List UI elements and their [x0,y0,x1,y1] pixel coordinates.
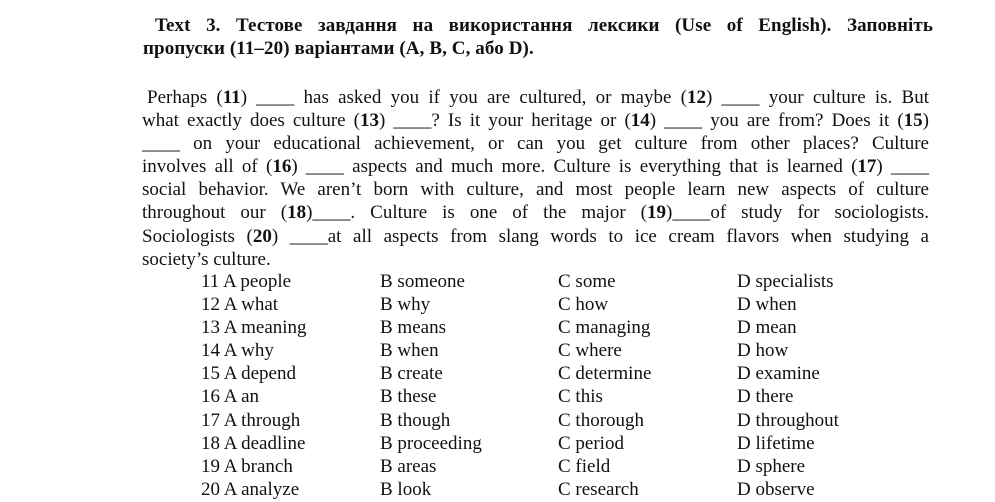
passage-text: what exactly does culture ( [142,110,361,132]
option-c: C managing [558,317,651,339]
option-b: B when [380,340,439,362]
option-b: B look [380,478,432,500]
option-a: 17 A through [201,409,301,431]
passage-text: )____. Culture is one of the major ( [306,202,647,224]
option-row [201,455,857,478]
passage-line [142,132,929,155]
option-c: C where [558,340,622,362]
option-row [201,293,857,316]
passage-line [142,248,929,271]
option-b: B someone [380,271,465,292]
passage-text: ____ on your educational achievement, or can you get culture from other places? Culture [142,133,929,155]
option-a: 14 A why [201,340,274,362]
option-row [201,362,857,385]
option-d: D when [737,294,797,316]
option-a: 13 A meaning [201,317,307,339]
gap-number: 12 [686,87,706,108]
gap-number: 16 [272,156,292,178]
passage-line [142,178,929,201]
gap-number: 20 [252,225,272,247]
option-c: C determine [558,363,652,385]
option-c: C some [558,271,616,292]
option-a: 16 A an [201,386,260,408]
option-b: B proceeding [380,432,482,454]
option-row [201,432,857,455]
task-heading-line-1: Text 3. Тестове завдання на використання лексики (Use of English). Заповніть [155,15,933,36]
passage-line [142,109,929,132]
passage-line [142,155,929,178]
gap-number: 18 [287,202,307,224]
option-row [201,409,857,432]
passage-line [142,201,929,224]
option-b: B though [380,409,451,431]
option-c: C period [558,432,624,454]
option-a: 15 A depend [201,363,296,385]
option-a: 18 A deadline [201,432,306,454]
gap-number: 13 [360,110,380,132]
option-c: C how [558,294,609,316]
option-c: C thorough [558,409,645,431]
passage-text: Perhaps ( [147,87,223,108]
gap-number: 11 [222,87,241,108]
option-c: C research [558,478,639,500]
option-a: 20 A analyze [201,478,300,500]
gap-number: 15 [903,110,923,132]
option-d: D lifetime [737,432,815,454]
option-b: B means [380,317,446,339]
passage-text: Sociologists ( [142,225,253,247]
option-c: C field [558,455,611,477]
cloze-passage [142,86,929,271]
passage-text: ) ____ [876,156,930,178]
task-heading-line-2: пропуски (11–20) варіантами (A, B, C, або D). [143,38,534,59]
option-d: D how [737,340,789,362]
option-row [201,478,857,501]
option-b: B these [380,386,437,408]
task-heading [143,14,933,60]
passage-text: throughout our ( [142,202,288,224]
option-a: 12 A what [201,294,279,316]
passage-line [142,86,929,109]
option-a: 19 A branch [201,455,293,477]
gap-number: 17 [857,156,877,178]
passage-text: society’s culture. [142,248,271,270]
option-d: D sphere [737,455,806,477]
gap-number: 19 [647,202,666,224]
passage-text: ) ____ aspects and much more. Culture is everything that is learned ( [291,156,858,178]
passage-text: ) ____? Is it your heritage or ( [379,110,631,132]
option-d: D observe [737,478,815,500]
passage-text: ) ____ has asked you if you are cultured, or maybe ( [240,87,687,108]
passage-text: ) ____at all aspects from slang words to ice cream flavors when studying a [271,225,929,247]
option-d: D specialists [737,271,834,292]
passage-text: social behavior. We aren’t born with culture, and most people learn new aspects of culture [142,179,929,201]
passage-text: ) [922,110,929,132]
answer-options-table [201,270,857,501]
option-d: D mean [737,317,797,339]
option-b: B create [380,363,443,385]
option-d: D there [737,386,794,408]
option-d: D examine [737,363,820,385]
option-b: B areas [380,455,437,477]
option-row [201,385,857,408]
option-row [201,339,857,362]
gap-number: 14 [630,110,650,132]
option-b: B why [380,294,431,316]
passage-line [142,225,929,248]
passage-text: ) ____ your culture is. But [705,87,930,108]
passage-text: involves all of ( [142,156,273,178]
passage-text: )____of study for sociologists. [666,202,929,224]
option-row [201,270,857,293]
option-row [201,316,857,339]
option-d: D throughout [737,409,839,431]
passage-text: ) ____ you are from? Does it ( [649,110,904,132]
option-a: 11 A people [201,271,292,292]
option-c: C this [558,386,603,408]
